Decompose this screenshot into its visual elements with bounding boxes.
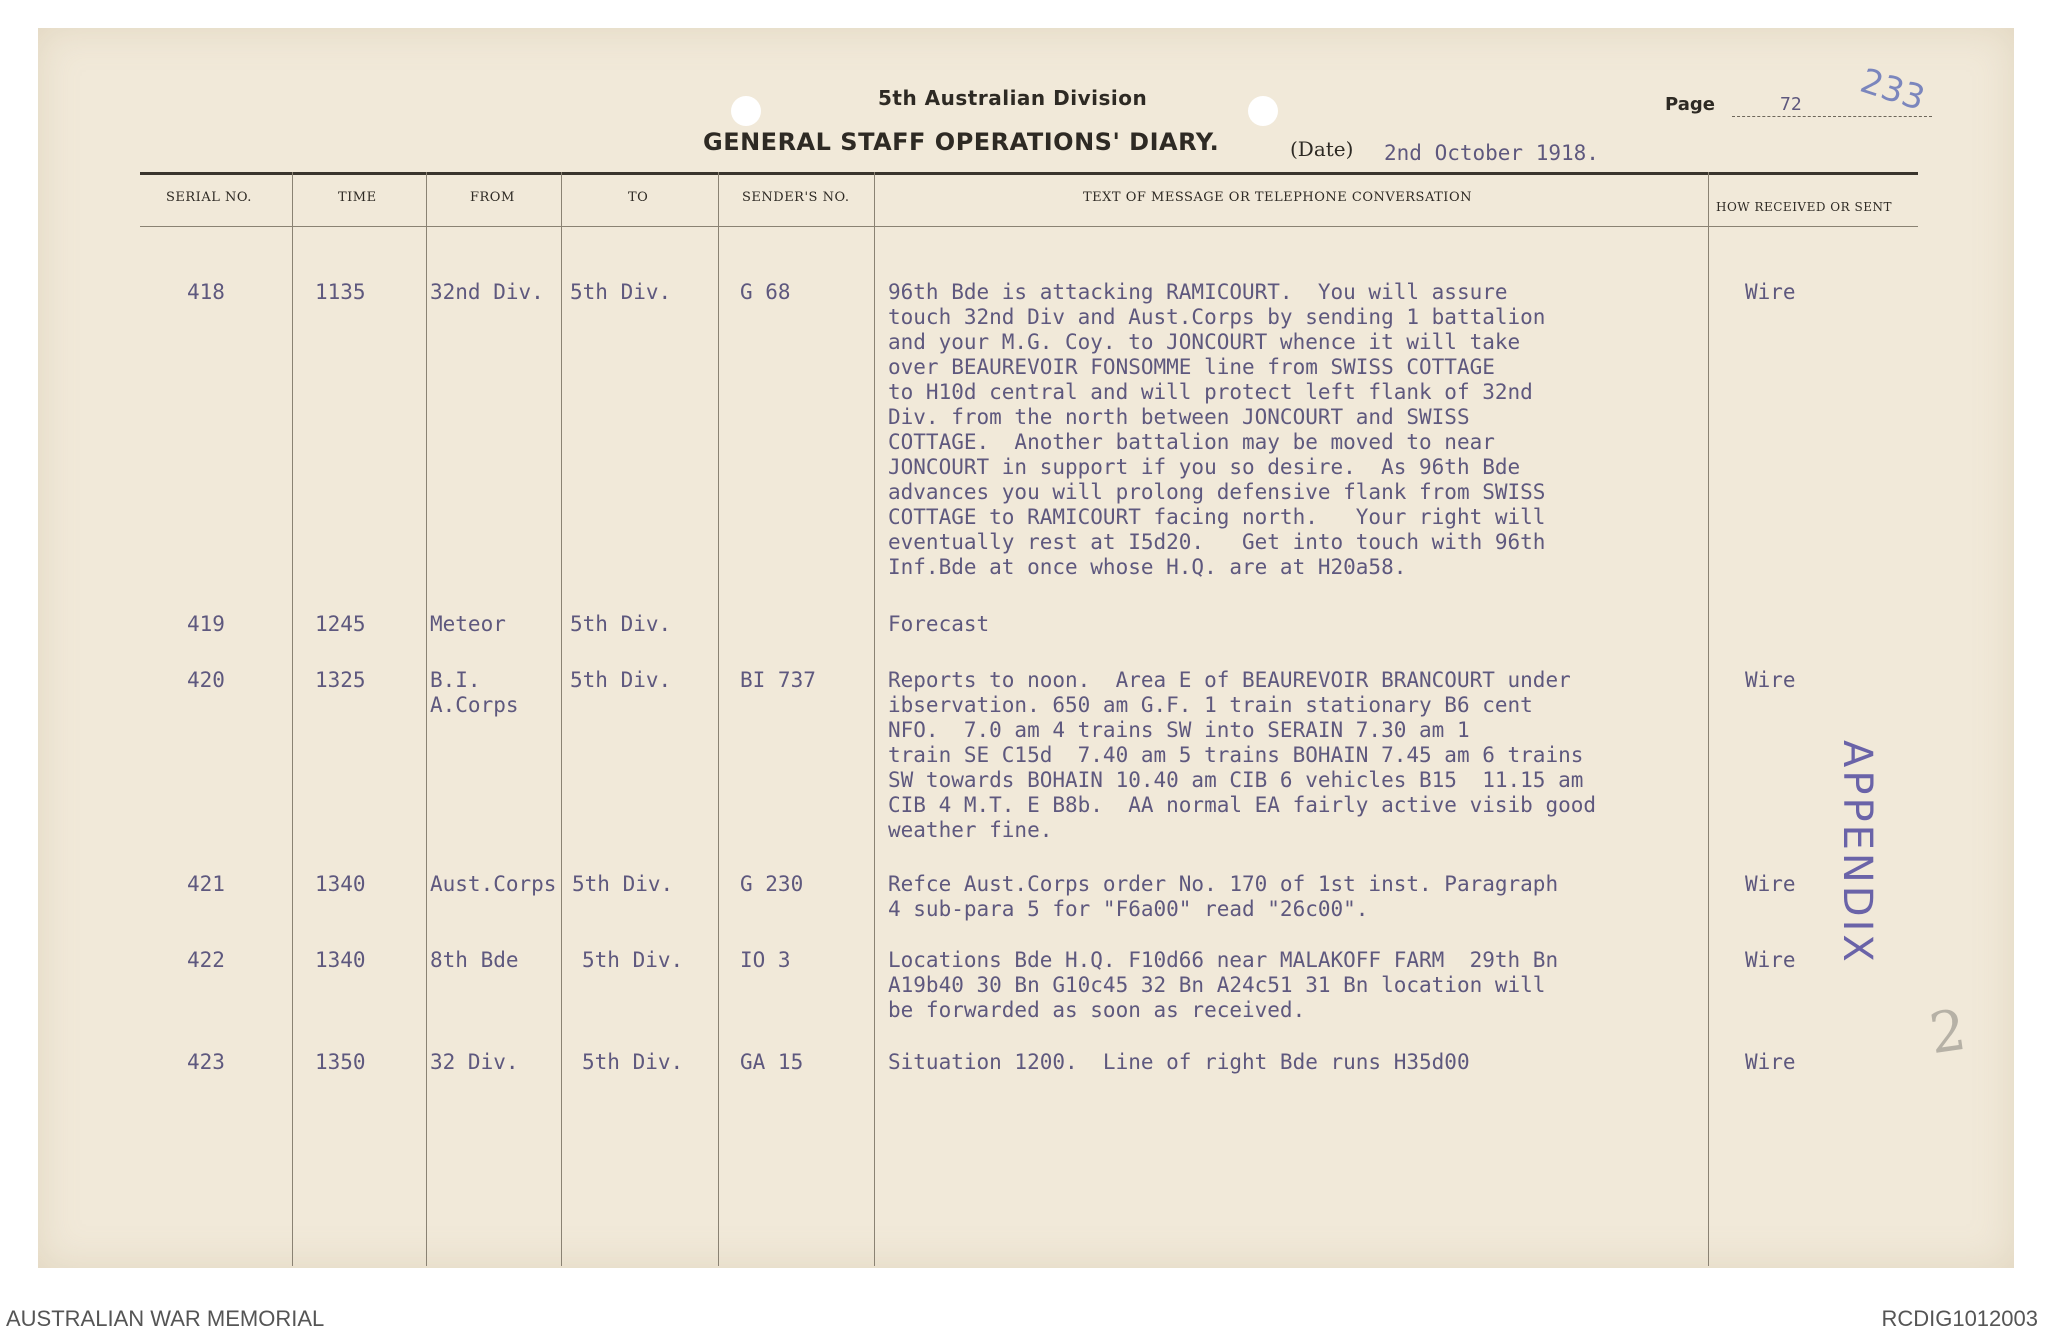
from-cell: 32 Div. (430, 1050, 519, 1074)
sender-cell: G 68 (740, 280, 791, 304)
time-cell: 1245 (315, 612, 366, 636)
date-label: (Date) (1290, 137, 1354, 161)
appendix-stamp: APPENDIX (1834, 740, 1880, 965)
serial-cell: 423 (187, 1050, 225, 1074)
time-cell: 1325 (315, 668, 366, 692)
sender-cell: BI 737 (740, 668, 816, 692)
message-text: Forecast (888, 612, 990, 636)
punch-hole (731, 96, 761, 126)
page-underline (1732, 116, 1932, 117)
diary-date: 2nd October 1918. (1384, 141, 1599, 165)
from-cell: 32nd Div. (430, 280, 544, 304)
from-cell: Meteor (430, 612, 506, 636)
diary-sheet (38, 28, 2014, 1268)
serial-cell: 422 (187, 948, 225, 972)
from-cell: 8th Bde (430, 948, 519, 972)
to-cell: 5th Div. (572, 872, 674, 896)
to-cell: 5th Div. (570, 612, 672, 636)
time-cell: 1350 (315, 1050, 366, 1074)
column-divider (561, 172, 562, 1266)
footer-archive-name: AUSTRALIAN WAR MEMORIAL (6, 1306, 325, 1331)
serial-cell: 420 (187, 668, 225, 692)
column-divider (718, 172, 719, 1266)
message-text: Refce Aust.Corps order No. 170 of 1st inst. Paragraph 4 sub-para 5 for "F6a00" read "26c00". (888, 872, 1559, 921)
how-cell: Wire (1745, 948, 1796, 972)
time-cell: 1135 (315, 280, 366, 304)
serial-cell: 419 (187, 612, 225, 636)
sender-cell: IO 3 (740, 948, 791, 972)
diary-title: GENERAL STAFF OPERATIONS' DIARY. (703, 128, 1220, 156)
message-text: Locations Bde H.Q. F10d66 near MALAKOFF FARM 29th Bn A19b40 30 Bn G10c45 32 Bn A24c51 31 Bn location will be forwarded as soon as received. (888, 948, 1559, 1022)
sender-cell: G 230 (740, 872, 804, 896)
column-divider (426, 172, 427, 1266)
handwritten-number: 2 (1925, 997, 1970, 1068)
col-header-to: TO (628, 190, 649, 205)
serial-cell: 418 (187, 280, 225, 304)
message-text: Situation 1200. Line of right Bde runs H35d00 (888, 1050, 1470, 1074)
time-cell: 1340 (315, 948, 366, 972)
col-header-text: TEXT OF MESSAGE OR TELEPHONE CONVERSATION (1083, 190, 1472, 205)
to-cell: 5th Div. (582, 948, 684, 972)
to-cell: 5th Div. (582, 1050, 684, 1074)
column-divider (1708, 172, 1709, 1266)
column-divider (874, 172, 875, 1266)
column-divider (292, 172, 293, 1266)
sender-cell: GA 15 (740, 1050, 804, 1074)
col-header-time: TIME (338, 190, 377, 205)
how-cell: Wire (1745, 668, 1796, 692)
page-label: Page (1665, 94, 1715, 115)
how-cell: Wire (1745, 872, 1796, 896)
time-cell: 1340 (315, 872, 366, 896)
footer-record-id: RCDIG1012003 (1881, 1306, 2038, 1331)
from-cell: B.I. A.Corps (430, 668, 519, 717)
col-header-how: HOW RECEIVED OR SENT (1716, 200, 1892, 214)
to-cell: 5th Div. (570, 280, 672, 304)
message-text: Reports to noon. Area E of BEAUREVOIR BRANCOURT under ibservation. 650 am G.F. 1 train stationary B6 cent NFO. 7.0 am 4 trains SW into SERAIN 7.30 am 1 train SE C15d 7.40 am 5 trains BOHAIN 7.45 am 6 trains SW towards BOHAIN 10.40 am CIB 6 vehicles B15 11.15 am CIB 4 M.T. E B8b. AA normal EA fairly active visib good weather fine. (888, 668, 1597, 842)
punch-hole (1248, 96, 1278, 126)
from-cell: Aust.Corps (430, 872, 557, 896)
header-rule (140, 172, 1918, 175)
col-header-sender: SENDER'S NO. (742, 190, 850, 205)
column-header-rule (140, 226, 1918, 227)
how-cell: Wire (1745, 280, 1796, 304)
message-text: 96th Bde is attacking RAMICOURT. You will assure touch 32nd Div and Aust.Corps by sending 1 battalion and your M.G. Coy. to JONCOURT whence it will take over BEAUREVOIR FONSOMME line from SWISS COTTAGE to H10d central and will protect left flank of 32nd Div. from the north between JONCOURT and SWISS COTTAGE. Another battalion may be moved to near JONCOURT in support if you so desire. As 96th Bde advances you will prolong defensive flank from SWISS COTTAGE to RAMICOURT facing north. Your right will eventually rest at I5d20. Get into touch with 96th Inf.Bde at once whose H.Q. are at H20a58. (888, 280, 1546, 579)
page-stamp: 233 (1855, 60, 1930, 120)
division-heading: 5th Australian Division (878, 86, 1148, 110)
to-cell: 5th Div. (570, 668, 672, 692)
col-header-from: FROM (470, 190, 515, 205)
page-number: 72 (1780, 94, 1802, 115)
how-cell: Wire (1745, 1050, 1796, 1074)
col-header-serial: SERIAL NO. (166, 190, 252, 205)
serial-cell: 421 (187, 872, 225, 896)
